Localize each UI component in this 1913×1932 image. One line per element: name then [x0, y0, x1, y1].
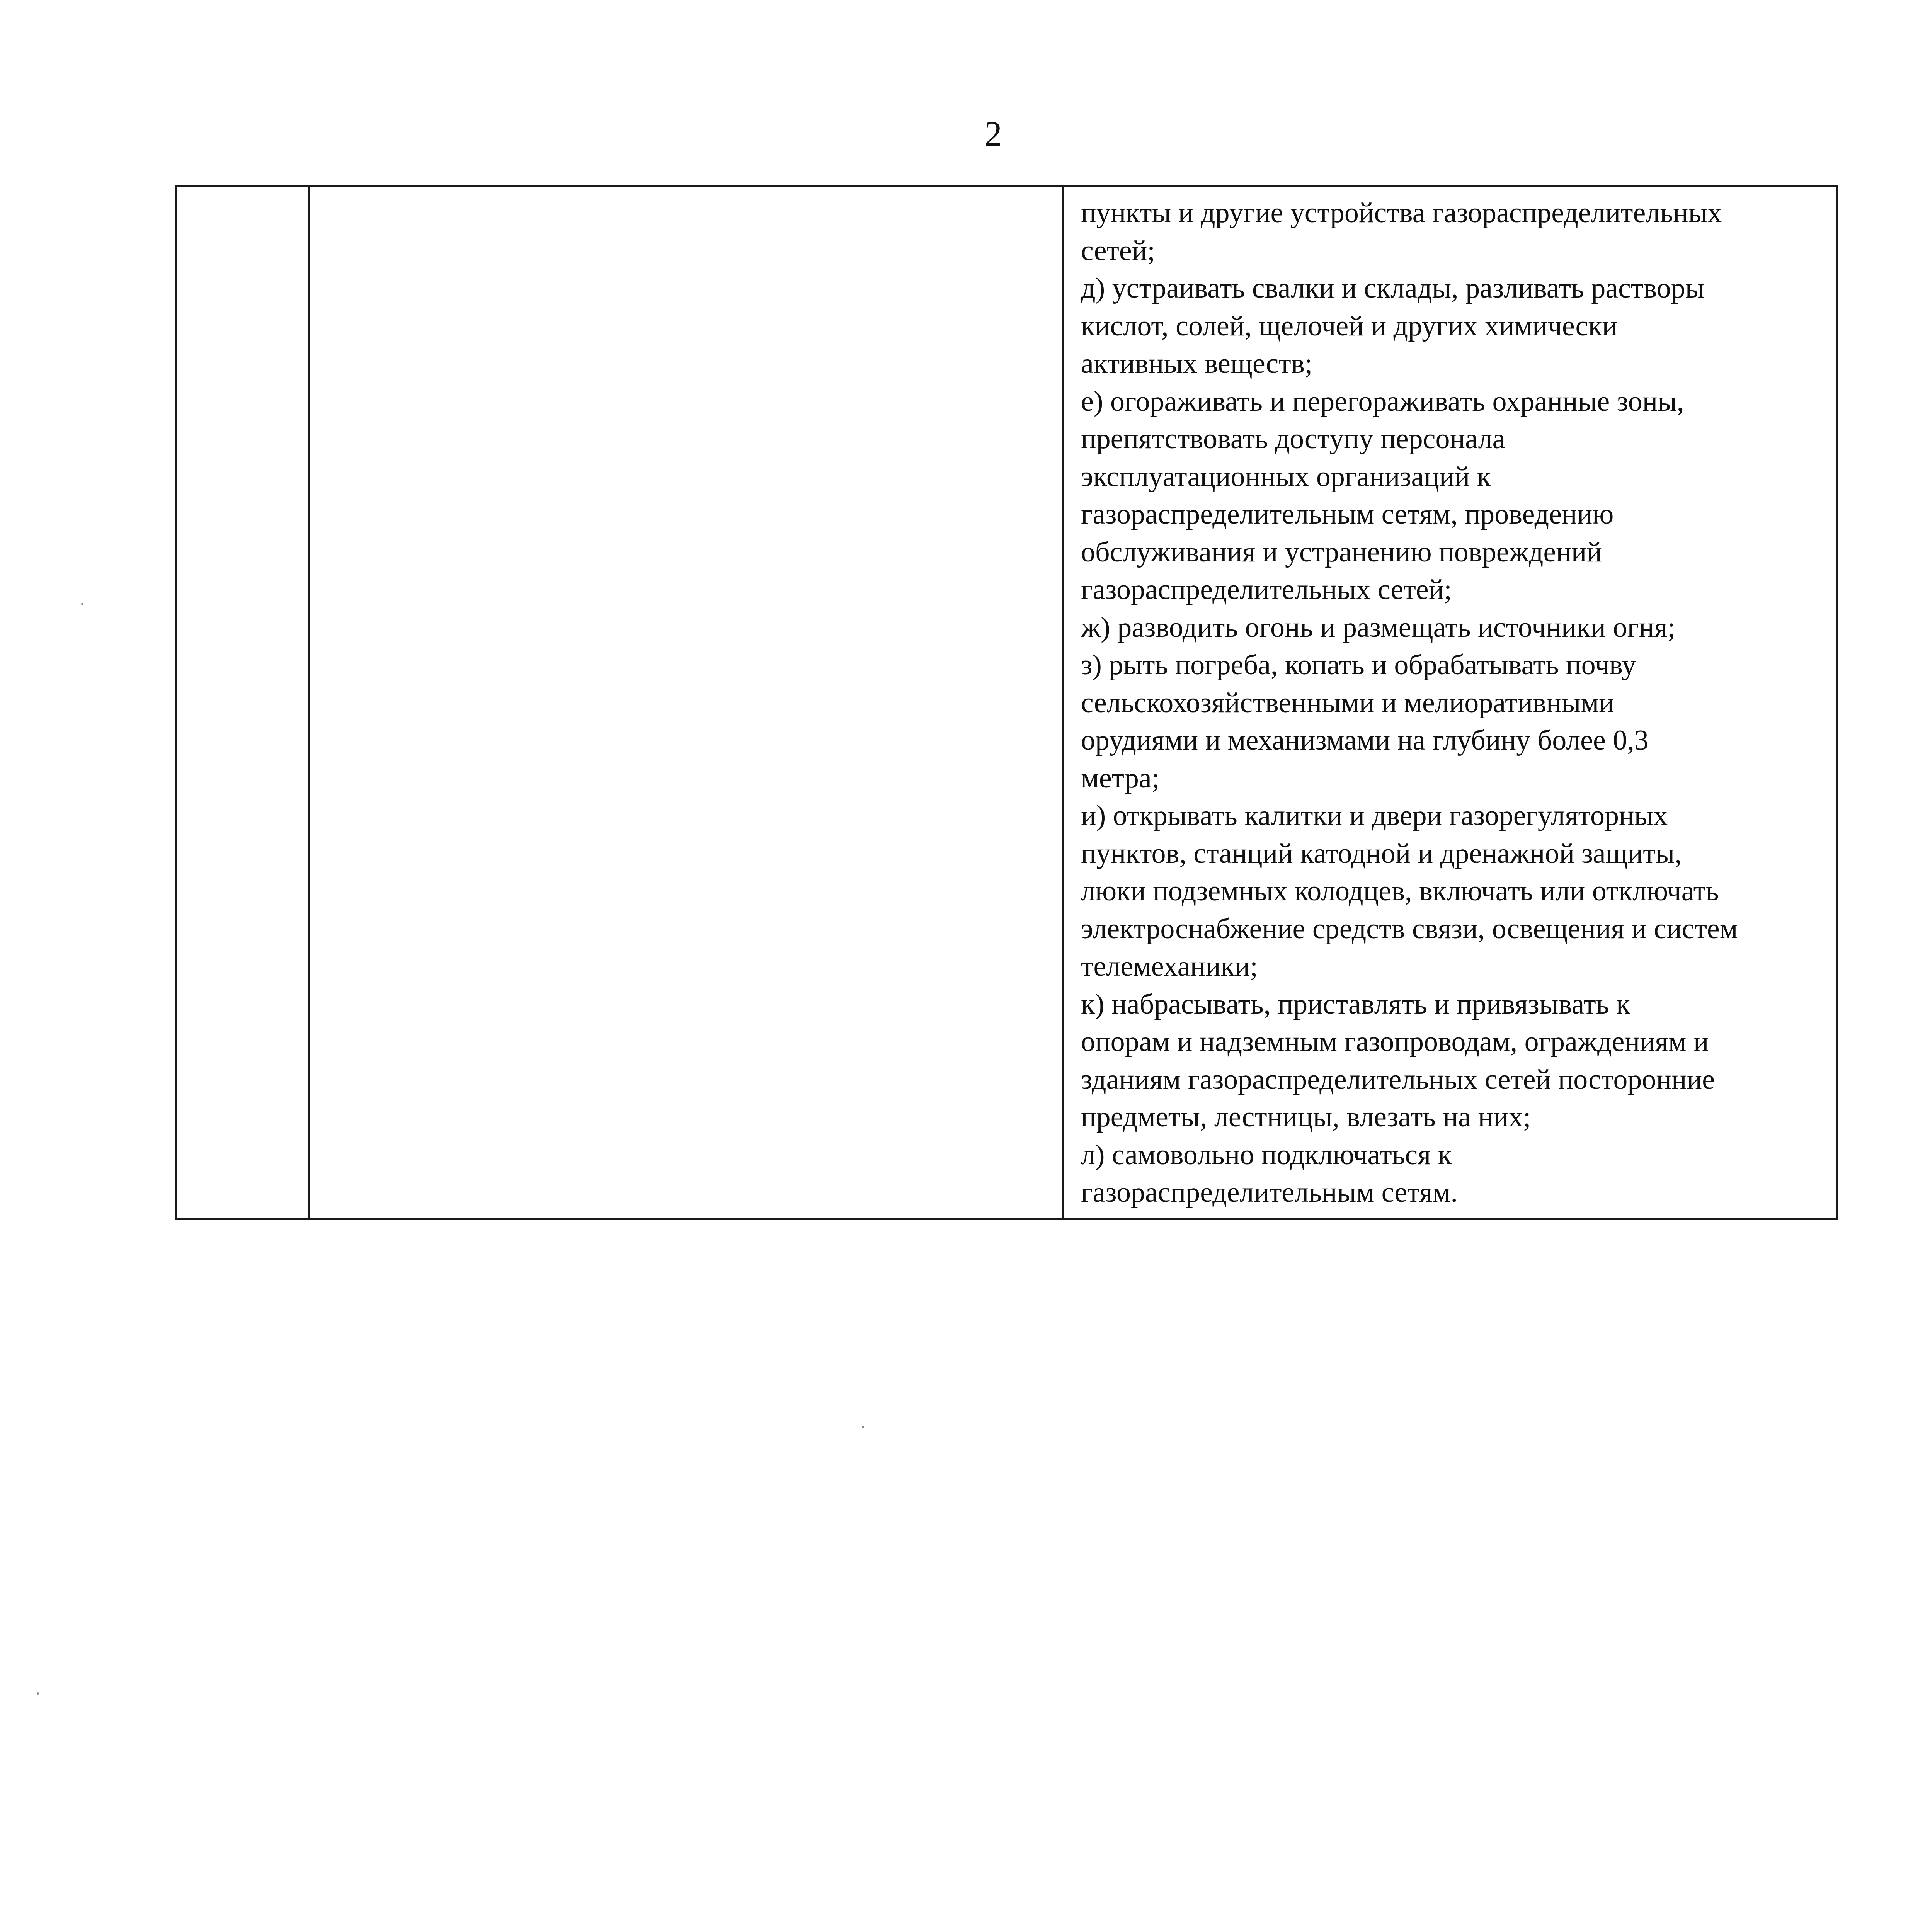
- scan-speck: [37, 1692, 39, 1695]
- text-line: пунктов, станций катодной и дренажной защиты,: [1081, 837, 1682, 869]
- scan-speck: [862, 1426, 864, 1428]
- text-line: з) рыть погреба, копать и обрабатывать почву: [1081, 649, 1636, 681]
- text-line: телемеханики;: [1081, 951, 1258, 982]
- text-line: кислот, солей, щелочей и других химически: [1081, 310, 1617, 342]
- text-line: газораспределительным сетям.: [1081, 1177, 1458, 1208]
- table-row: [176, 187, 1838, 1219]
- text-line: д) устраивать свалки и склады, разливать растворы: [1081, 272, 1705, 304]
- text-line: сетей;: [1081, 235, 1155, 267]
- text-line: опорам и надземным газопроводам, ограждениям и: [1081, 1026, 1709, 1058]
- text-line: активных веществ;: [1081, 348, 1313, 379]
- text-line: препятствовать доступу персонала: [1081, 423, 1505, 455]
- text-line: электроснабжение средств связи, освещения и систем: [1081, 913, 1738, 945]
- text-line: обслуживания и устранению повреждений: [1081, 536, 1602, 568]
- text-line: л) самовольно подключаться к: [1081, 1139, 1452, 1171]
- text-line: зданиям газораспределительных сетей посторонние: [1081, 1063, 1715, 1095]
- scan-speck: [81, 603, 83, 605]
- text-line: е) огораживать и перегораживать охранные зоны,: [1081, 385, 1684, 417]
- restrictions-text: [1064, 187, 1836, 1212]
- regulations-table: [175, 185, 1838, 1220]
- table-cell-restrictions: [1063, 187, 1838, 1219]
- text-line: предметы, лестницы, влезать на них;: [1081, 1101, 1531, 1133]
- text-line: орудиями и механизмами на глубину более 0,3: [1081, 724, 1649, 756]
- table-cell-number: [176, 187, 309, 1219]
- text-line: эксплуатационных организаций к: [1081, 461, 1491, 493]
- text-line: газораспределительным сетям, проведению: [1081, 498, 1614, 530]
- text-line: сельскохозяйственными и мелиоративными: [1081, 687, 1614, 719]
- text-line: газораспределительных сетей;: [1081, 574, 1452, 605]
- text-line: к) набрасывать, приставлять и привязывать к: [1081, 988, 1630, 1020]
- text-line: пункты и другие устройства газораспределительных: [1081, 197, 1722, 229]
- text-line: метра;: [1081, 762, 1160, 794]
- page-number: 2: [984, 114, 1002, 153]
- table-cell-description: [309, 187, 1063, 1219]
- text-line: и) открывать калитки и двери газорегуляторных: [1081, 800, 1668, 832]
- text-line: люки подземных колодцев, включать или отключать: [1081, 875, 1719, 907]
- text-line: ж) разводить огонь и размещать источники огня;: [1081, 611, 1676, 643]
